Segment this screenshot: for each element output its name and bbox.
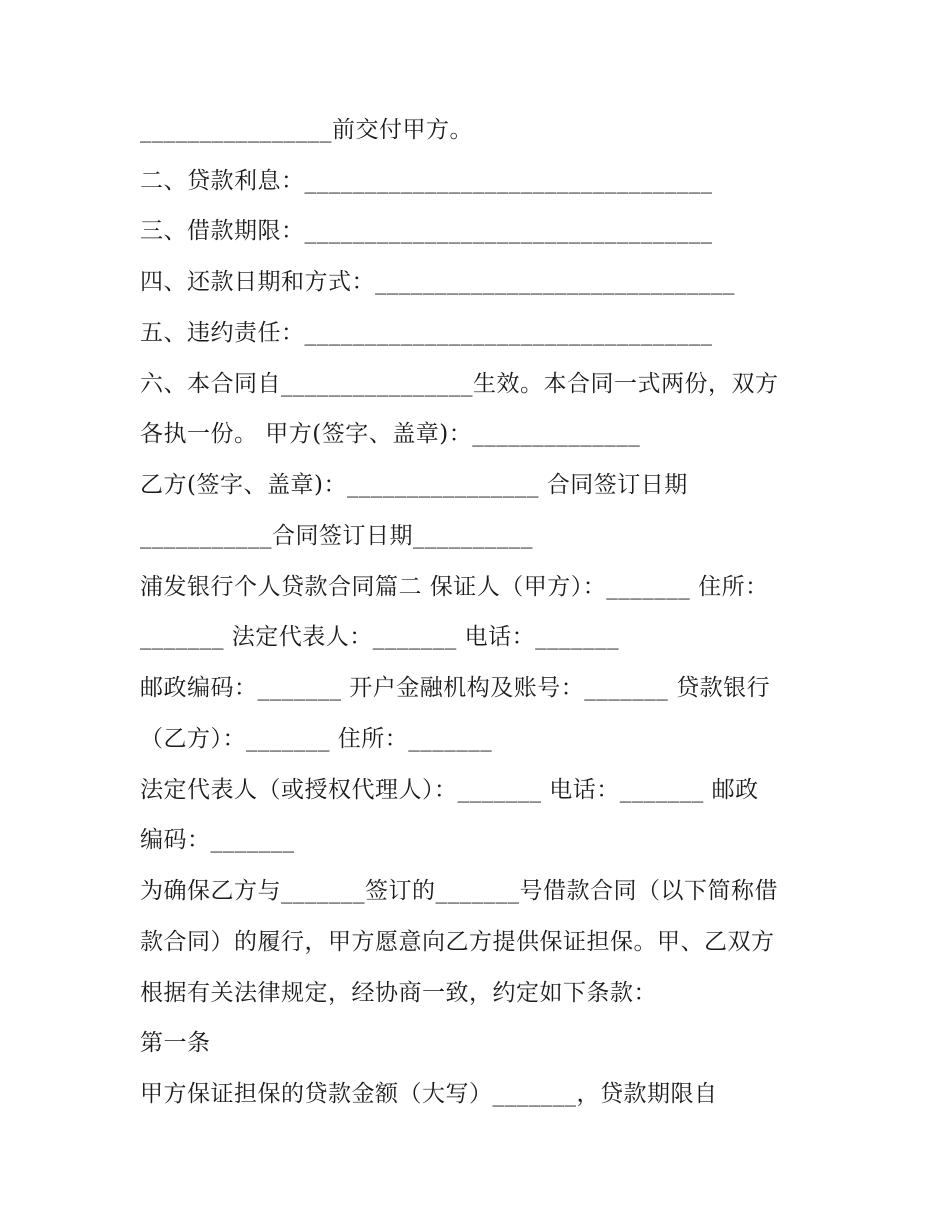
text-line: 为确保乙方与_______签订的_______号借款合同（以下简称借: [140, 878, 778, 904]
text-line: 编码：_______: [140, 827, 295, 853]
text-line: 三、借款期限：__________________________________: [140, 218, 713, 244]
section-heading: 第一条: [140, 1030, 211, 1056]
text-line: 六、本合同自________________生效。本合同一式两份，双方: [140, 371, 779, 397]
text-line: 甲方保证担保的贷款金额（大写）_______，贷款期限自: [140, 1081, 718, 1107]
text-line: 根据有关法律规定，经协商一致，约定如下条款：: [140, 980, 657, 1006]
text-line: 各执一份。 甲方(签字、盖章)：______________: [140, 421, 641, 447]
text-line: 浦发银行个人贷款合同篇二 保证人（甲方）：_______ 住所：: [140, 574, 769, 600]
text-line: 四、还款日期和方式：______________________________: [140, 269, 735, 295]
text-line: 五、违约责任：__________________________________: [140, 320, 713, 346]
text-line: 二、贷款利息：__________________________________: [140, 168, 713, 194]
text-line: 款合同）的履行，甲方愿意向乙方提供保证担保。甲、乙双方: [140, 929, 775, 955]
text-line: 邮政编码：_______ 开户金融机构及账号：_______ 贷款银行: [140, 675, 771, 701]
text-line: 乙方(签字、盖章)：________________ 合同签订日期: [140, 472, 688, 498]
text-line: （乙方）：_______ 住所：_______: [140, 726, 493, 752]
text-line: 法定代表人（或授权代理人）：_______ 电话：_______ 邮政: [140, 777, 759, 803]
text-line: ___________合同签订日期__________: [140, 523, 533, 549]
text-line: ________________前交付甲方。: [140, 117, 473, 143]
text-line: _______ 法定代表人：_______ 电话：_______: [140, 624, 620, 650]
